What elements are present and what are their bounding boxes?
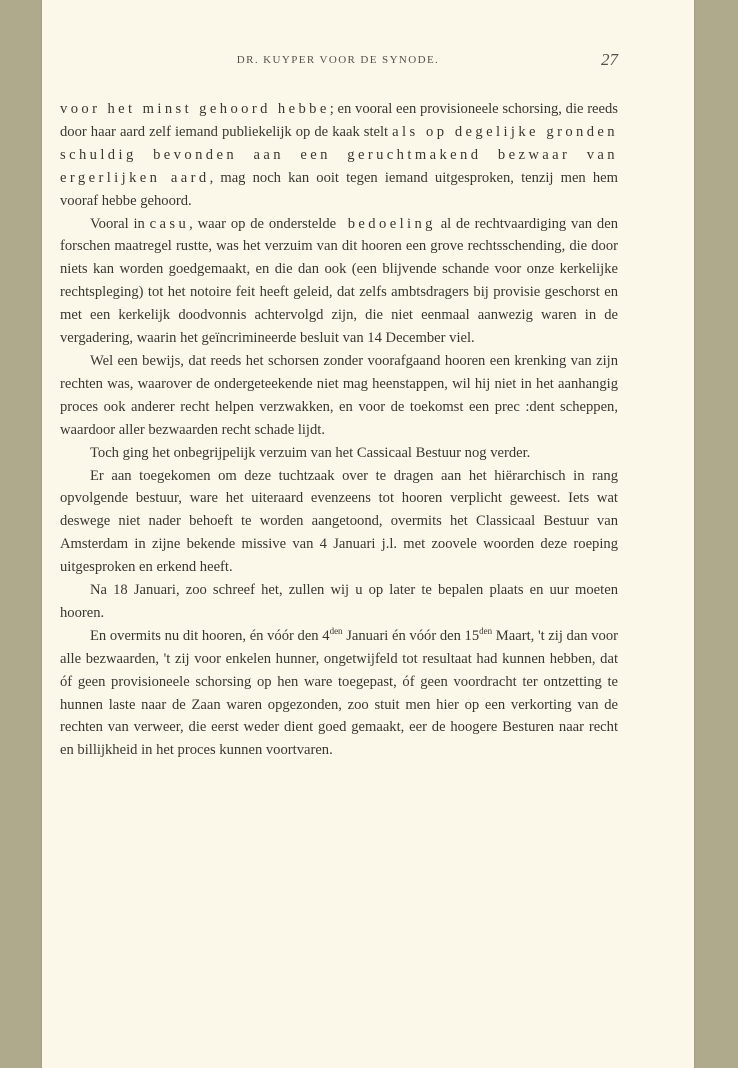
paragraph bbox=[60, 579, 618, 625]
body-text bbox=[60, 98, 618, 762]
book-page bbox=[42, 0, 694, 1068]
paragraph bbox=[60, 213, 618, 350]
text-run: Vooral in bbox=[90, 215, 150, 232]
emphasized-text: voor het minst gehoord hebbe bbox=[60, 101, 330, 117]
text-run: , waar op de ondersteld bbox=[189, 215, 330, 232]
text-run: Maart, 't zij dan voor alle bezwaarden, 't zij voor enkelen hunner, ongetwijfeld tot resultaat had kunnen hebben, dat óf geen provisioneele schorsing op hen ware toegepast, óf geen voordracht ter ontzetting te hunnen laste naar de Zaan waren opgezonden, zoo stuit men hier op een verkorting van de rechten van verweer, die eerst weder dient goed gemaakt, eer de hoogere Besturen naar recht en billijkheid in het proces kunnen voortvaren. bbox=[60, 627, 618, 759]
text-run: Er aan toegekomen om deze tuchtzaak over te dragen aan het hiërarchisch in rang opvolgende bestuur, ware het uiteraard evenzeens tot hooren verplicht geweest. Iets wat deswege niet nader behoeft te worden aangetoond, overmits het Classicaal Bestuur van Amsterdam in zijne bekende missive van 4 Januari j.l. met zoovele woorden deze roeping uitgesproken en erkend heeft. bbox=[60, 467, 618, 576]
page-number: 27 bbox=[601, 50, 618, 69]
text-run: Toch ging het onbegrijpelijk verzuim van het Cassicaal Bestuur nog verder. bbox=[90, 444, 531, 461]
text-run: Wel een bewijs, dat reeds het schorsen zonder voorafgaand hooren een krenking van zijn rechten was, waarover de ondergeteekende niet mag heenstappen, wil hij niet in het aanhangig proces ook anderer recht helpen verzwakken, en voor de toekomst een prec :dent scheppen, waardoor aller bezwaarden recht schade lijdt. bbox=[60, 352, 618, 438]
running-header bbox=[60, 50, 616, 70]
paragraph bbox=[60, 350, 618, 442]
text-run: ; en vooral een provisioneele schorsing, die reeds door haar aard zelf iemand publiekelijk op de kaak stelt bbox=[60, 101, 618, 140]
emphasized-text: e bedoeling bbox=[329, 215, 436, 232]
emphasized-text: casu bbox=[149, 215, 190, 232]
text-run: , mag noch kan ooit tegen iemand uitgesproken, tenzij men hem vooraf hebbe gehoord. bbox=[60, 169, 618, 209]
superscript: den bbox=[329, 625, 343, 636]
text-run: al de rechtvaardiging van den forschen maatregel rustte, was het verzuim van dit hooren een grove rechtsschending, die door niets kan worden goedgemaakt, en die dan ook (een blijvende schande voor onze kerkelijke rechtspleging) tot het notoire feit heeft geleid, dat zelfs ambtsdragers bij provisie geschorst en met een kerkelijk doodvonnis achtervolgd zijn, die niet eenmaal aanwezig waren in de vergadering, waarin het geïncrimineerde besluit van 14 December viel. bbox=[60, 215, 618, 347]
header-title: DR. KUYPER VOOR DE SYNODE. bbox=[236, 54, 440, 66]
text-run: Januari én vóór den 15 bbox=[342, 627, 480, 644]
paragraph bbox=[60, 442, 618, 465]
paragraph bbox=[60, 625, 618, 762]
paragraph bbox=[60, 465, 618, 580]
emphasized-text: als op degelijke gronden schuldig bevonden aan een geruchtmakend bezwaar van ergerlijken aard bbox=[60, 123, 618, 186]
text-run: En overmits nu dit hooren, én vóór den 4 bbox=[90, 627, 330, 644]
paragraph bbox=[60, 98, 618, 213]
text-run: Na 18 Januari, zoo schreef het, zullen wij u op later te bepalen plaats en uur moeten hooren. bbox=[60, 582, 618, 621]
superscript: den bbox=[479, 625, 493, 636]
